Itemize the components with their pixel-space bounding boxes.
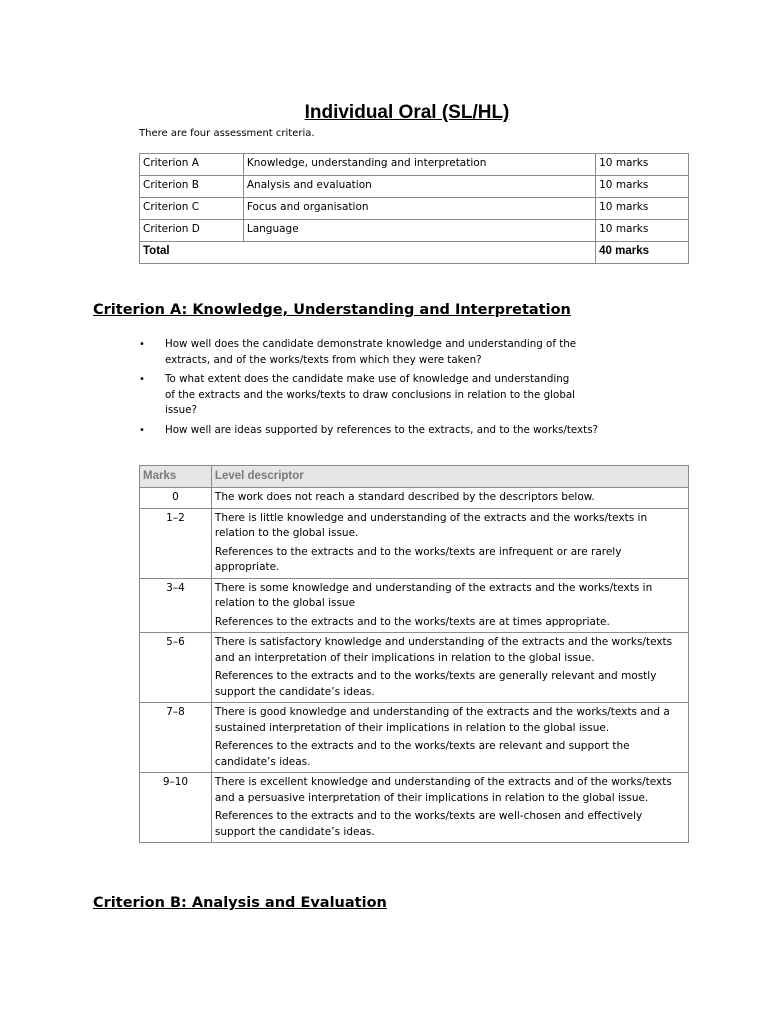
total-label: Total [140, 242, 596, 264]
marks-band: 3–4 [140, 578, 212, 633]
marks-band: 9–10 [140, 773, 212, 843]
criterion-name: Criterion C [140, 198, 244, 220]
table-row [140, 154, 689, 176]
criterion-a-heading: Criterion A: Knowledge, Understanding and Interpretation [93, 302, 571, 318]
marks-band: 1–2 [140, 508, 212, 578]
descriptor-text: References to the extracts and to the works/texts are relevant and support the candidate’s ideas. [214, 740, 630, 768]
table-row [140, 703, 689, 773]
bullet-icon: • [139, 339, 145, 350]
criterion-description: Knowledge, understanding and interpretation [243, 154, 595, 176]
descriptor-column-header: Level descriptor [211, 466, 688, 488]
table-row [140, 578, 689, 633]
marks-band: 5–6 [140, 633, 212, 703]
marks-column-header: Marks [140, 466, 212, 488]
criterion-description: Language [243, 220, 595, 242]
question-text: How well does the candidate demonstrate knowledge and understanding of the extracts, and of the works/texts from which they were taken? [165, 338, 577, 366]
criterion-description: Analysis and evaluation [243, 176, 595, 198]
list-item [139, 372, 579, 419]
descriptor-text: There is excellent knowledge and understanding of the extracts and of the works/texts and a persuasive interpretation of their implications in relation to the global issue. [214, 776, 672, 804]
level-descriptor [211, 633, 688, 703]
table-row [140, 176, 689, 198]
criterion-marks: 10 marks [596, 154, 689, 176]
table-header-row [140, 466, 689, 488]
criterion-a-level-table [139, 465, 689, 843]
criterion-description: Focus and organisation [243, 198, 595, 220]
criterion-name: Criterion B [140, 176, 244, 198]
descriptor-text: References to the extracts and to the works/texts are well-chosen and effectively support the candidate’s ideas. [214, 810, 643, 838]
list-item [139, 337, 579, 368]
level-descriptor [211, 703, 688, 773]
marks-band: 0 [140, 488, 212, 509]
table-row [140, 633, 689, 703]
descriptor-text: There is satisfactory knowledge and understanding of the extracts and the works/texts and an interpretation of their implications in relation to the global issue. [214, 636, 673, 664]
criteria-summary-table [139, 153, 689, 264]
list-item [139, 423, 725, 439]
table-row [140, 773, 689, 843]
descriptor-text: References to the extracts and to the works/texts are at times appropriate. [214, 615, 610, 628]
level-descriptor [211, 488, 688, 509]
table-row [140, 508, 689, 578]
criterion-name: Criterion A [140, 154, 244, 176]
criterion-b-heading: Criterion B: Analysis and Evaluation [93, 895, 387, 911]
criterion-marks: 10 marks [596, 198, 689, 220]
table-row [140, 198, 689, 220]
criterion-a-questions [139, 337, 599, 442]
criterion-marks: 10 marks [596, 176, 689, 198]
question-text: To what extent does the candidate make use of knowledge and understanding of the extracts and the works/texts to draw conclusions in relation to the global issue? [165, 373, 576, 416]
descriptor-text: There is some knowledge and understanding of the extracts and the works/texts in relation to the global issue [214, 581, 653, 609]
descriptor-text: The work does not reach a standard described by the descriptors below. [214, 491, 595, 503]
page-title: Individual Oral (SL/HL) [304, 102, 510, 123]
criterion-name: Criterion D [140, 220, 244, 242]
descriptor-text: References to the extracts and to the works/texts are generally relevant and mostly support the candidate’s ideas. [214, 670, 657, 698]
bullet-icon: • [139, 374, 145, 385]
marks-band: 7–8 [140, 703, 212, 773]
table-row [140, 220, 689, 242]
descriptor-text: There is little knowledge and understanding of the extracts and the works/texts in relation to the global issue. [214, 511, 648, 539]
table-row [140, 488, 689, 509]
bullet-icon: • [139, 424, 145, 436]
descriptor-text: There is good knowledge and understanding of the extracts and the works/texts and a sustained interpretation of their implications in relation to the global issue. [214, 706, 670, 734]
total-row [140, 242, 689, 264]
level-descriptor [211, 773, 688, 843]
total-marks: 40 marks [596, 242, 689, 264]
level-descriptor [211, 578, 688, 633]
question-text: How well are ideas supported by references to the extracts, and to the works/texts? [165, 423, 599, 436]
criterion-marks: 10 marks [596, 220, 689, 242]
descriptor-text: References to the extracts and to the works/texts are infrequent or are rarely appropriate. [214, 545, 622, 573]
intro-text: There are four assessment criteria. [139, 128, 315, 139]
level-descriptor [211, 508, 688, 578]
